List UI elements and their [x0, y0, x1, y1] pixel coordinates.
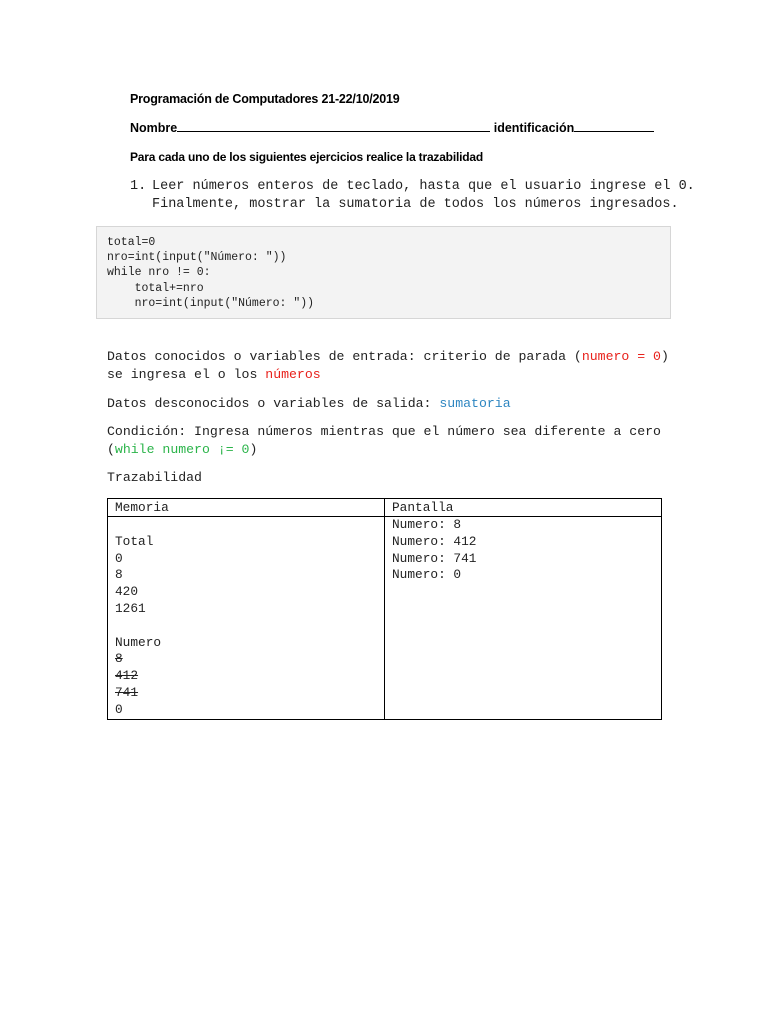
- exercise-number: 1.: [130, 179, 147, 194]
- numero-value: 741: [115, 684, 139, 700]
- pantalla-line: Numero: 8: [392, 517, 462, 532]
- total-value: 0: [115, 550, 123, 566]
- condition-line-1: Condición: Ingresa números mientras que el número sea diferente a cero: [107, 424, 661, 439]
- instructions: Para cada uno de los siguientes ejercicios realice la trazabilidad: [130, 150, 483, 164]
- numero-value: 8: [115, 651, 123, 667]
- spacer: [115, 618, 377, 635]
- trace-heading: Trazabilidad: [107, 470, 202, 485]
- code-line: total+=nro: [107, 281, 204, 295]
- spacer: [115, 517, 377, 534]
- code-line: nro=int(input("Número: ")): [107, 296, 315, 310]
- unknown-prefix: Datos desconocidos o variables de salida:: [107, 396, 440, 411]
- known-prefix: Datos conocidos o variables de entrada: criterio de parada (: [107, 349, 582, 364]
- header-memoria: Memoria: [108, 499, 385, 517]
- trace-table: [107, 498, 662, 720]
- id-label: identificación: [493, 121, 575, 135]
- numero-value: 412: [115, 668, 139, 684]
- known-line2-highlight: números: [265, 367, 321, 382]
- known-highlight: numero = 0: [581, 349, 661, 364]
- known-data: [107, 348, 667, 384]
- code-line: while nro != 0:: [107, 266, 211, 280]
- condition-close: ): [249, 442, 258, 457]
- exercise-1: [130, 178, 695, 214]
- name-label: Nombre: [130, 121, 178, 135]
- document-title: Programación de Computadores 21-22/10/2019: [130, 92, 400, 106]
- total-value: 8: [115, 567, 123, 583]
- condition-highlight: while numero ¡= 0: [114, 442, 250, 457]
- code-block: [96, 226, 671, 319]
- code-text: [107, 235, 314, 311]
- id-blank[interactable]: [574, 120, 654, 132]
- unknown-highlight: sumatoria: [439, 396, 511, 411]
- known-suffix: ): [660, 349, 669, 364]
- exercise-text-line-1: Leer números enteros de teclado, hasta que el usuario ingrese el 0.: [152, 179, 695, 194]
- header-pantalla: Pantalla: [385, 499, 662, 517]
- numero-value: 0: [115, 701, 123, 717]
- unknown-data: [107, 395, 667, 413]
- pantalla-line: Numero: 0: [392, 567, 462, 583]
- pantalla-cell: [385, 517, 662, 720]
- total-label: Total: [115, 533, 154, 549]
- name-blank[interactable]: [177, 120, 490, 132]
- pantalla-line: Numero: 412: [392, 533, 477, 549]
- condition: [107, 423, 667, 459]
- total-value: 420: [115, 584, 139, 600]
- table-body-row: [108, 517, 662, 720]
- total-value: 1261: [115, 600, 146, 616]
- numero-label: Numero: [115, 634, 162, 650]
- code-line: total=0: [107, 236, 156, 249]
- condition-open: (: [107, 442, 115, 457]
- name-line: [130, 120, 654, 135]
- table-header-row: [108, 499, 662, 517]
- memoria-cell: [108, 517, 385, 720]
- exercise-text-line-2: Finalmente, mostrar la sumatoria de todos los números ingresados.: [152, 197, 679, 212]
- known-line2-prefix: se ingresa el o los: [107, 367, 266, 382]
- pantalla-line: Numero: 741: [392, 550, 477, 566]
- code-line: nro=int(input("Número: ")): [107, 251, 287, 265]
